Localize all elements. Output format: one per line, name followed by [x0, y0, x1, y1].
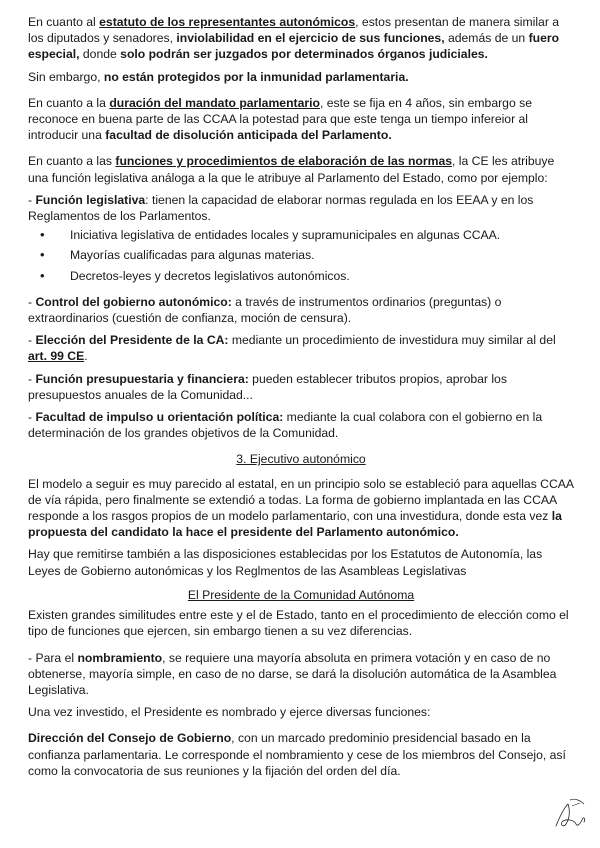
text: En cuanto a la: [28, 95, 110, 110]
paragraph-funciones: [28, 153, 574, 185]
term-impulso: Facultad de impulso u orientación política:: [35, 410, 284, 425]
term-art-99: art. 99 CE: [28, 349, 85, 364]
text: pueden establecer tributos propios, aprobar los presupuestos anuales de la Comunidad...: [28, 371, 507, 402]
term-funcion-legislativa: Función legislativa: [35, 192, 146, 207]
term-duracion-mandato: duración del mandato parlamentario: [109, 95, 320, 110]
paragraph-similitudes: Existen grandes similitudes entre este y el de Estado, tanto en el procedimiento de elección como el tipo de funciones que ejercen, sin embargo tienen a su vez diferencias.: [28, 608, 569, 639]
signature-icon: [550, 794, 590, 834]
text: - Para el: [28, 650, 78, 665]
text: además de un: [444, 31, 529, 46]
text: , con un marcado predominio presidencial basado en la confianza parlamentaria. Le corresponde el nombramiento y cese de los miembros del Consejo, así como la convocatoria de sus reuniones y la fijación del orden del día.: [28, 731, 566, 778]
text: , estos presentan de manera similar a los diputados y senadores,: [28, 15, 560, 46]
text: Sin embargo,: [28, 69, 104, 84]
text: mediante un procedimiento de investidura muy similar al del: [228, 333, 556, 348]
list-item: • Iniciativa legislativa de entidades locales y supramunicipales en algunas CCAA.: [28, 227, 574, 243]
text: En cuanto a las: [28, 154, 116, 169]
paragraph-eleccion: [28, 332, 574, 364]
text: -: [28, 192, 36, 207]
list-item: • Mayorías cualificadas para algunas materias.: [28, 247, 574, 263]
text: , este se fija en 4 años, sin embargo se reconoce en buena parte de las CCAA la potestad para que este tenga un tiempo infereior al introducir una: [28, 95, 532, 143]
term-fuero: fuero especial,: [28, 31, 560, 62]
paragraph-control: [28, 294, 574, 326]
text: , se requiere una mayoría absoluta en primera votación y en caso de no obtenerse, mayoría simple, en caso de no darse, se dará la disolución automática de la Asamblea Legislativa.: [28, 650, 557, 697]
term-inviolabilidad: inviolabilidad en el ejercicio de sus funciones,: [176, 31, 445, 46]
text: donde: [79, 47, 121, 62]
term-inmunidad: no están protegidos por la inmunidad parlamentaria.: [103, 69, 409, 84]
text: : tienen la capacidad de elaborar normas regulada en los EEAA y en los Reglamentos de los Parlamentos.: [28, 192, 534, 224]
section-heading: [28, 451, 574, 467]
paragraph-investido: Una vez investido, el Presidente es nombrado y ejerce diversas funciones:: [28, 705, 431, 720]
text: En cuanto al: [28, 15, 100, 29]
paragraph-modelo: [28, 476, 574, 541]
list-item: • Decretos-leyes y decretos legislativos autonómicos.: [28, 268, 574, 284]
section-heading-text: 3. Ejecutivo autonómico: [236, 452, 366, 467]
term-funciones: funciones y procedimientos de elaboración de las normas: [115, 154, 453, 169]
paragraph-direccion: [28, 730, 574, 779]
paragraph-estatuto: [28, 14, 574, 63]
term-presupuestaria: Función presupuestaria y financiera:: [35, 371, 249, 386]
text: .: [84, 349, 88, 364]
text: -: [28, 410, 36, 425]
text: -: [28, 294, 36, 309]
text: mediante la cual colabora con el gobierno en la determinación de los grandes objetivos de la Comunidad.: [28, 410, 543, 441]
paragraph-remitirse: Hay que remitirse también a las disposiciones establecidas por los Estatutos de Autonomía, las Leyes de Gobierno autonómicas y los Reglmentos de las Asambleas Legislativas: [28, 547, 543, 578]
paragraph-impulso: [28, 409, 574, 441]
document-page: [28, 14, 574, 785]
subsection-heading-text: El Presidente de la Comunidad Autónoma: [187, 587, 415, 602]
paragraph-funcion-legislativa: [28, 192, 574, 224]
paragraph-inmunidad: [28, 69, 574, 85]
term-disolucion: facultad de disolución anticipada del Parlamento.: [105, 128, 392, 143]
term-estatuto: estatuto de los representantes autonómicos: [99, 15, 356, 29]
term-control: Control del gobierno autonómico:: [35, 294, 232, 309]
paragraph-mandato: [28, 95, 574, 144]
paragraph-presupuestaria: [28, 371, 574, 403]
text: a través de instrumentos ordinarios (preguntas) o extraordinarios (cuestión de confianza, moción de censura).: [28, 294, 502, 326]
term-propuesta: la propuesta del candidato la hace el presidente del Parlamento autonómico.: [28, 509, 562, 540]
paragraph-nombramiento: [28, 650, 574, 699]
term-direccion: Dirección del Consejo de Gobierno: [28, 731, 232, 746]
text: -: [28, 371, 36, 386]
text: -: [28, 333, 36, 348]
subsection-heading: [28, 587, 574, 603]
text: El modelo a seguir es muy parecido al estatal, en un principio solo se estableció para aquellas CCAA de vía rápida, pero finalmente se extendió a todas. La forma de gobierno implantada en las CCAA responde a los rasgos propios de un modelo parlamentario, con una investidura, donde esta vez: [28, 476, 574, 524]
term-juzgados: solo podrán ser juzgados por determinados órganos judiciales.: [120, 47, 488, 62]
term-eleccion: Elección del Presidente de la CA:: [35, 333, 229, 348]
bullet-list: [28, 227, 574, 284]
term-nombramiento: nombramiento: [77, 650, 163, 665]
text: , la CE les atribuye una función legislativa análoga a la que le atribuye al Parlamento del Estado, como por ejemplo:: [28, 154, 555, 185]
